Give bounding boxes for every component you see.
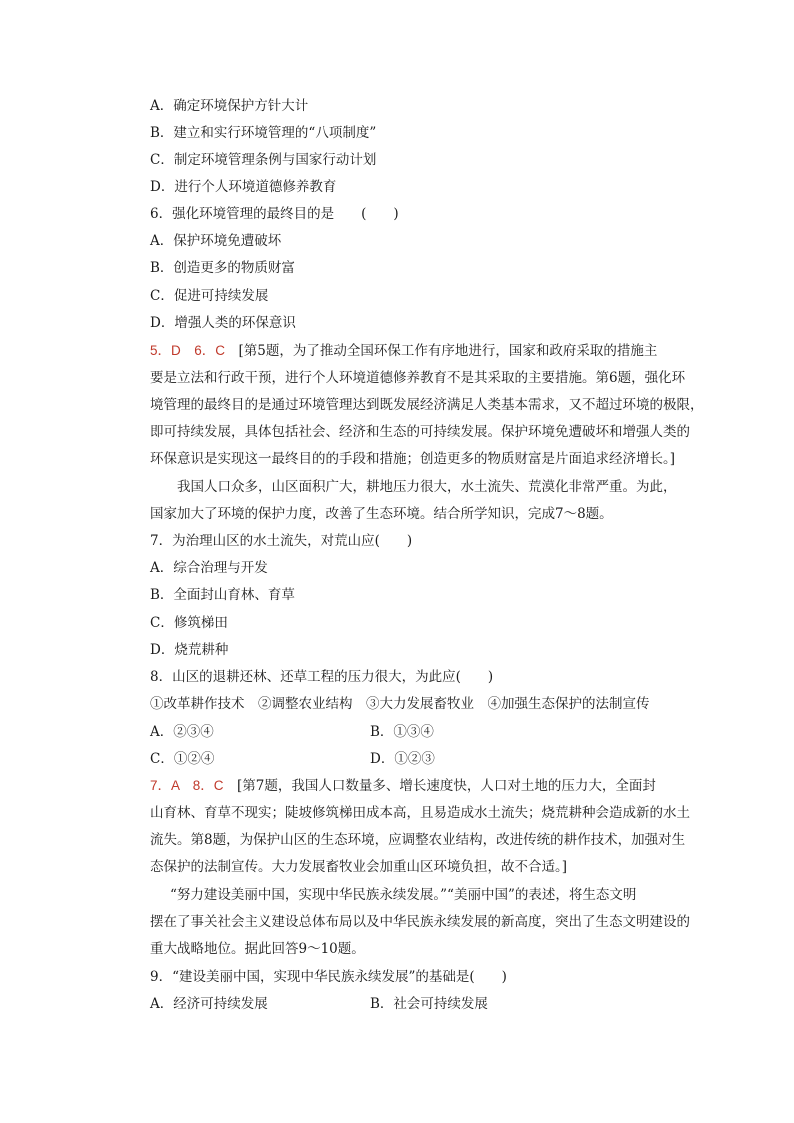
q6-option-c: C．促进可持续发展 [150,288,269,304]
q7-option-a: A．综合治理与开发 [150,560,268,576]
q6-option-a: A．保护环境免遭破坏 [150,233,282,249]
q7-stem: 7．为治理山区的水土流失，对荒山应( ) [150,533,413,549]
q7-option-d: D．烧荒耕种 [150,642,229,658]
q5-option-a: A．确定环境保护方针大计 [150,98,309,114]
answer-text: [第5题，为了推动全国环保工作有序地进行，国家和政府采取的措施主 [225,343,658,359]
q8-items: ①改革耕作技术 ②调整农业结构 ③大力发展畜牧业 ④加强生态保护的法制宣传 [150,696,650,712]
q8-stem: 8．山区的退耕还林、还草工程的压力很大，为此应( ) [150,669,494,685]
answer-key-7-8: 7．A 8．C [150,778,224,793]
q8-option-b: B．①③④ [370,724,434,740]
q9-option-b: B．社会可持续发展 [370,996,488,1012]
q8-option-a: A．②③④ [150,724,214,740]
material-9-10-line-3: 重大战略地位。据此回答9～10题。 [150,941,365,957]
answer-text: [第7题，我国人口数量多、增长速度快，人口对土地的压力大，全面封 [223,778,656,794]
answer-5-6-line-1 [150,341,658,361]
q8-option-c: C．①②④ [150,751,215,767]
q7-option-b: B．全面封山育林、育草 [150,587,295,603]
q5-option-c: C．制定环境管理条例与国家行动计划 [150,152,377,168]
answer-5-6-line-5: 环保意识是实现这一最终目的的手段和措施；创造更多的物质财富是片面追求经济增长。] [150,451,676,467]
q7-option-c: C．修筑梯田 [150,615,228,631]
answer-5-6-line-2: 要是立法和行政干预，进行个人环境道德修养教育不是其采取的主要措施。第6题，强化环 [150,370,686,386]
answer-key-5-6: 5．D 6．C [150,343,226,358]
q5-option-d: D．进行个人环境道德修养教育 [150,179,337,195]
material-7-8-line-2: 国家加大了环境的保护力度，改善了生态环境。结合所学知识，完成7～8题。 [150,506,613,522]
answer-7-8-line-3: 流失。第8题，为保护山区的生态环境，应调整农业结构，改进传统的耕作技术，加强对生 [150,832,686,848]
answer-5-6-line-4: 即可持续发展，具体包括社会、经济和生态的可持续发展。保护环境免遭破坏和增强人类的 [150,424,690,440]
q9-options-row-1 [150,994,644,1014]
q9-stem: 9．“建设美丽中国，实现中华民族永续发展”的基础是( ) [150,969,507,985]
answer-7-8-line-2: 山育林、育草不现实；陡坡修筑梯田成本高，且易造成水土流失；烧荒耕种会造成新的水土 [150,805,690,821]
q9-option-a: A．经济可持续发展 [150,996,268,1012]
answer-7-8-line-1 [150,776,656,796]
material-9-10-line-1: “努力建设美丽中国，实现中华民族永续发展。”“美丽中国”的表述，将生态文明 [170,887,637,903]
q5-option-b: B．建立和实行环境管理的“八项制度” [150,125,377,141]
answer-5-6-line-3: 境管理的最终目的是通过环境管理达到既发展经济满足人类基本需求，又不超过环境的极限， [150,397,704,413]
q6-option-b: B．创造更多的物质财富 [150,260,295,276]
q8-options-row-1 [150,722,644,742]
material-7-8-line-1: 我国人口众多，山区面积广大，耕地压力很大，水土流失、荒漠化非常严重。为此， [177,479,677,495]
q6-stem: 6．强化环境管理的最终目的是 ( ) [150,206,399,222]
answer-7-8-line-4: 态保护的法制宣传。大力发展畜牧业会加重山区环境负担，故不合适。] [150,859,568,875]
material-9-10-line-2: 摆在了事关社会主义建设总体布局以及中华民族永续发展的新高度，突出了生态文明建设的 [150,914,690,930]
q8-option-d: D．①②③ [370,751,435,767]
q6-option-d: D．增强人类的环保意识 [150,315,296,331]
q8-options-row-2 [150,749,644,769]
